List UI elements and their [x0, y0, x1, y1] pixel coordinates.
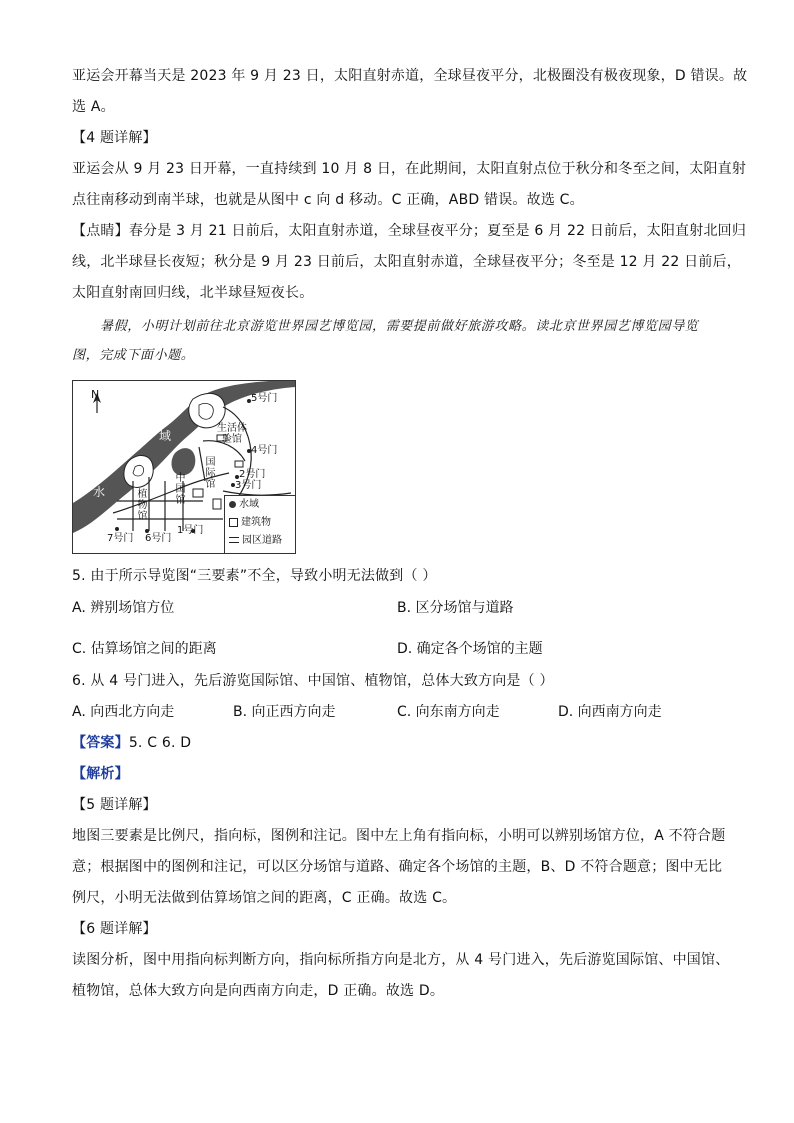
q5-option-c: C. 估算场馆之间的距离 — [72, 641, 217, 657]
tip-text: 春分是 3 月 21 日前后，太阳直射赤道，全球昼夜平分；夏至是 6 月 22 日前后，太阳直射北回归 — [128, 223, 747, 239]
section-heading: 【6 题详解】 — [72, 921, 157, 937]
water-label: 水 — [93, 485, 106, 499]
china-hall-label: 中国馆 — [175, 473, 186, 506]
legend-building: 建筑物 — [229, 517, 271, 529]
gate-3-label: 3号门 — [235, 480, 262, 491]
legend-building-icon — [229, 518, 238, 527]
answer-line — [72, 733, 722, 753]
legend-road-icon — [229, 537, 239, 543]
intro-line: 暑假，小明计划前往北京游览世界园艺博览园，需要提前做好旅游攻略。读北京世界园艺博览园导览 — [100, 319, 699, 334]
expo-park-map — [72, 380, 296, 554]
answer-value: 5. C 6. D — [128, 735, 192, 751]
q5-option-a: A. 辨别场馆方位 — [72, 600, 175, 616]
tip-tag: 【点睛】 — [72, 223, 129, 239]
island-building — [199, 403, 213, 419]
q5-option-d: D. 确定各个场馆的主题 — [397, 641, 543, 657]
paragraph-line: 亚运会开幕当天是 2023 年 9 月 23 日，太阳直射赤道，全球昼夜平分，北极圈没有极夜现象，D 错误。故 — [72, 68, 748, 84]
gate-6-label: 6号门 — [145, 533, 172, 544]
plant-hall-label: 植物馆 — [137, 489, 148, 522]
analysis-heading: 【解析】 — [72, 766, 129, 782]
lake-center — [172, 448, 196, 475]
section-heading: 【5 题详解】 — [72, 797, 157, 813]
paragraph-line: 地图三要素是比例尺，指向标，图例和注记。图中左上角有指向标，小明可以辨别场馆方位，A 不符合题 — [72, 828, 726, 844]
water-label: 域 — [159, 429, 172, 443]
paragraph-line: 意；根据图中的图例和注记，可以区分场馆与道路、确定各个场馆的主题，B、D 不符合题意；图中无比 — [72, 859, 723, 875]
gate-7-label: 7号门 — [107, 533, 134, 544]
gate-4-label: 4号门 — [251, 445, 278, 456]
map-legend — [224, 495, 295, 553]
q6-option-a: A. 向西北方向走 — [72, 704, 175, 720]
paragraph-line: 太阳直射南回归线，北半球昼短夜长。 — [72, 285, 314, 301]
section-heading: 【4 题详解】 — [72, 130, 157, 146]
q5-option-b: B. 区分场馆与道路 — [397, 600, 514, 616]
gate-2-label: 2号门 — [239, 469, 266, 480]
paragraph-line: 植物馆，总体大致方向是向西南方向走，D 正确。故选 D。 — [72, 983, 445, 999]
paragraph-line: 亚运会从 9 月 23 日开幕，一直持续到 10 月 8 日，在此期间，太阳直射点位于秋分和冬至之间，太阳直射 — [72, 161, 747, 177]
q6-option-b: B. 向正西方向走 — [233, 704, 336, 720]
north-label: N — [91, 388, 100, 401]
intro-line: 图，完成下面小题。 — [72, 348, 195, 363]
legend-road: 园区道路 — [229, 535, 282, 547]
q6-option-c: C. 向东南方向走 — [397, 704, 500, 720]
life-hall-label: 生活体验馆 — [217, 423, 247, 445]
gate-5-label: 5号门 — [251, 393, 278, 404]
legend-water-icon — [229, 501, 236, 508]
intl-hall-label: 国际馆 — [205, 457, 216, 490]
paragraph-line: 例尺，小明无法做到估算场馆之间的距离，C 正确。故选 C。 — [72, 890, 457, 906]
gate-1-label: 1号门 — [177, 525, 204, 536]
question-6: 6. 从 4 号门进入，先后游览国际馆、中国馆、植物馆，总体大致方向是（ ） — [72, 673, 554, 689]
paragraph-line: 读图分析，图中用指向标判断方向，指向标所指方向是北方，从 4 号门进入，先后游览国际馆、中国馆、 — [72, 952, 730, 968]
paragraph-line: 选 A。 — [72, 99, 115, 115]
question-5: 5. 由于所示导览图“三要素”不全，导致小明无法做到（ ） — [72, 568, 437, 584]
legend-water: 水域 — [229, 499, 259, 511]
answer-tag: 【答案】 — [72, 735, 129, 751]
paragraph-line: 线，北半球昼长夜短；秋分是 9 月 23 日前后，太阳直射赤道，全球昼夜平分；冬至是 12 月 22 日前后， — [72, 254, 741, 270]
q6-option-d: D. 向西南方向走 — [558, 704, 662, 720]
paragraph-line: 点往南移动到南半球，也就是从图中 c 向 d 移动。C 正确，ABD 错误。故选 C。 — [72, 192, 584, 208]
tip-line — [72, 221, 747, 241]
